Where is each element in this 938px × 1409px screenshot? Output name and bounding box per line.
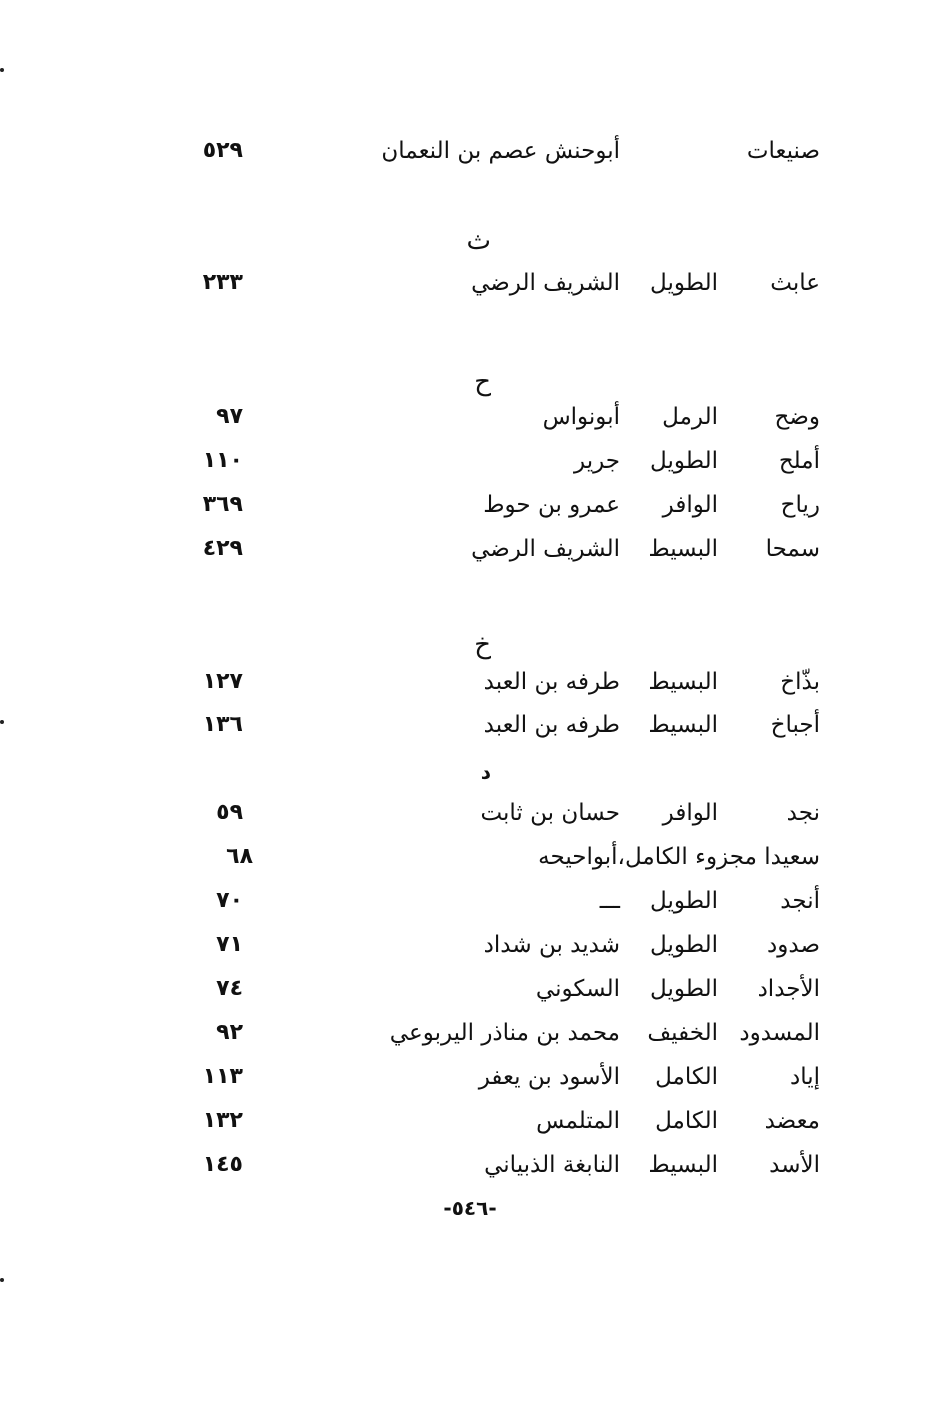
- index-row: [0, 1101, 938, 1141]
- rhyme-word: صنيعات: [746, 138, 820, 164]
- meter: الوافر: [662, 800, 718, 826]
- index-row: [0, 263, 938, 303]
- index-row: [0, 793, 938, 833]
- page-ref: ٧٤: [216, 976, 243, 1001]
- section-letter: خ: [474, 630, 491, 660]
- meter: الرمل: [662, 404, 718, 430]
- rhyme-word: أجباخ: [770, 712, 820, 738]
- poet-name: المتلمس: [536, 1108, 620, 1134]
- rhyme-word: نجد: [786, 800, 820, 826]
- page-ref: ١١٠: [202, 448, 243, 473]
- poet-name: أبوحنش عصم بن النعمان: [381, 138, 620, 164]
- page-ref: ١٣٢: [202, 1108, 243, 1133]
- rhyme-word: رياح: [780, 492, 820, 518]
- meter: البسيط: [648, 1152, 718, 1178]
- margin-speck: [0, 1278, 4, 1282]
- poet-name: محمد بن مناذر اليربوعي: [389, 1020, 620, 1046]
- page-ref: ٥٩: [216, 800, 243, 825]
- rhyme-word: عابث: [770, 270, 820, 296]
- index-row: [0, 131, 938, 171]
- page-ref: ١٣٦: [202, 712, 243, 737]
- page-ref: ٣٦٩: [202, 492, 243, 517]
- meter: البسيط: [648, 536, 718, 562]
- poet-name: شديد بن شداد: [483, 932, 620, 958]
- poet-name: أبونواس: [542, 404, 620, 430]
- index-row: [0, 662, 938, 702]
- rhyme-word: وضح: [774, 404, 820, 430]
- page-ref: ٩٢: [216, 1020, 243, 1045]
- rhyme-word: الأسد: [769, 1152, 820, 1178]
- margin-speck: [0, 68, 4, 72]
- poet-name: طرفه بن العبد: [483, 712, 620, 738]
- poet-name: ـــ: [599, 888, 620, 914]
- index-row: [0, 705, 938, 745]
- rhyme-word: المسدود: [739, 1020, 820, 1046]
- poet-name: الأسود بن يعفر: [478, 1064, 620, 1090]
- page-ref: ١٤٥: [202, 1152, 243, 1177]
- section-letter: ث: [466, 226, 491, 256]
- page-ref: ٧٠: [216, 888, 243, 913]
- rhyme-word: الأجداد: [757, 976, 820, 1002]
- page-ref: ٩٧: [216, 404, 243, 429]
- rhyme-word: صدود: [767, 932, 820, 958]
- page-ref: ٦٨: [226, 844, 253, 869]
- page-number: -٥٤٦-: [443, 1196, 497, 1220]
- meter: الخفيف: [647, 1020, 718, 1046]
- index-row: [0, 1145, 938, 1185]
- index-row: [0, 441, 938, 481]
- page-ref: ٥٢٩: [202, 138, 243, 163]
- poet-name: عمرو بن حوط: [483, 492, 620, 518]
- meter: الكامل: [655, 1108, 718, 1134]
- poet-name: جرير: [574, 448, 620, 474]
- poet-name: الشريف الرضي: [471, 270, 620, 296]
- rhyme-entry-combined: سعيدا مجزوء الكامل،أبواحيحه: [538, 844, 820, 870]
- rhyme-word: سمحا: [765, 536, 820, 562]
- meter: الطويل: [650, 976, 718, 1002]
- page-ref: ٤٢٩: [202, 536, 243, 561]
- index-row: [0, 529, 938, 569]
- page-ref: ١٢٧: [202, 669, 243, 694]
- poet-name: طرفه بن العبد: [483, 669, 620, 695]
- section-letter: د: [480, 760, 491, 784]
- poet-name: حسان بن ثابت: [480, 800, 620, 826]
- rhyme-word: بذّاخ: [780, 669, 820, 695]
- index-row: [0, 925, 938, 965]
- index-row: [0, 881, 938, 921]
- meter: الطويل: [650, 932, 718, 958]
- meter: الطويل: [650, 448, 718, 474]
- meter: البسيط: [648, 669, 718, 695]
- rhyme-word: معضد: [764, 1108, 820, 1134]
- index-row: [0, 969, 938, 1009]
- index-row: [0, 837, 938, 877]
- meter: البسيط: [648, 712, 718, 738]
- meter: الوافر: [662, 492, 718, 518]
- rhyme-word: إياد: [789, 1064, 820, 1090]
- page-ref: ٧١: [216, 932, 243, 957]
- index-row: [0, 1057, 938, 1097]
- poet-name: النابغة الذبياني: [484, 1152, 620, 1178]
- rhyme-word: أنجد: [780, 888, 820, 914]
- page-ref: ٢٣٣: [202, 270, 243, 295]
- rhyme-word: أملح: [778, 448, 820, 474]
- poet-name: الشريف الرضي: [471, 536, 620, 562]
- index-row: [0, 485, 938, 525]
- meter: الطويل: [650, 888, 718, 914]
- index-row: [0, 1013, 938, 1053]
- page-ref: ١١٣: [202, 1064, 243, 1089]
- index-row: [0, 397, 938, 437]
- poet-name: السكوني: [535, 976, 620, 1002]
- meter: الطويل: [650, 270, 718, 296]
- section-letter: ح: [474, 367, 491, 397]
- meter: الكامل: [655, 1064, 718, 1090]
